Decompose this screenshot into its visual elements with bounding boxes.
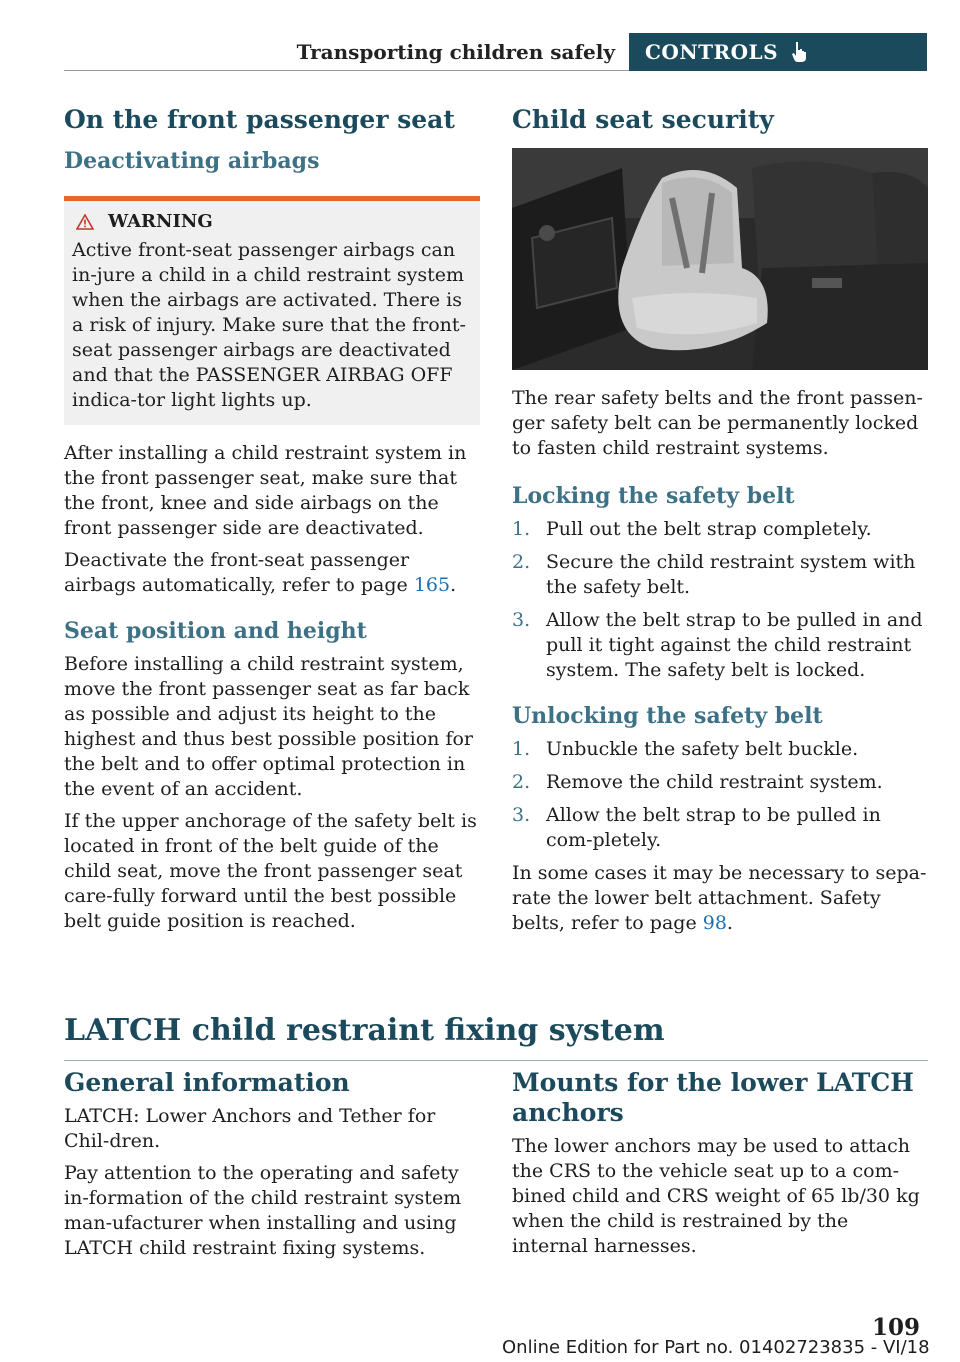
paragraph-rear-belts: The rear safety belts and the front passen-ger safety belt can be permanently locked to fasten child restraint systems. bbox=[512, 387, 923, 459]
subheading-lower-anchors: Mounts for the lower LATCH anchors bbox=[512, 1068, 914, 1127]
page-number: 109 bbox=[872, 1314, 921, 1341]
step-text: Allow the belt strap to be pulled in and pull it tight against the child restraint system. The safety belt is locked. bbox=[546, 609, 923, 681]
page-link-165[interactable]: 165 bbox=[413, 574, 451, 596]
paragraph-lower-anchors: The lower anchors may be used to attach the CRS to the vehicle seat up to a com-bined child and CRS weight of 65 lb/30 kg when the child is restrained by the internal harnesses. bbox=[512, 1135, 920, 1257]
paragraph-upper-anchorage: If the upper anchorage of the safety belt is located in front of the belt guide of the child seat, move the front passenger seat care-fully forward until the best possible belt guide position is reached. bbox=[64, 810, 477, 932]
text: Deactivate the front-seat passenger airbags automatically, refer to page bbox=[64, 549, 414, 596]
warning-text: Active front-seat passenger airbags can in-jure a child in a child restraint system when the airbags are activated. There is a risk of injury. Make sure that the front-seat passenger airbags are deactivated and that the PASSENGER AIRBAG OFF indica-tor light lights up. bbox=[72, 239, 466, 411]
subheading-unlocking: Unlocking the safety belt bbox=[512, 703, 823, 729]
step-text: Allow the belt strap to be pulled in com-pletely. bbox=[546, 804, 881, 851]
page-link-98[interactable]: 98 bbox=[702, 912, 727, 934]
list-item bbox=[512, 550, 928, 600]
step-text: Pull out the belt strap completely. bbox=[546, 518, 872, 540]
step-text: Remove the child restraint system. bbox=[546, 771, 883, 793]
paragraph-after-installing: After installing a child restraint system in the front passenger seat, make sure that the front, knee and side airbags on the front passenger side are deactivated. bbox=[64, 442, 467, 539]
warning-box bbox=[64, 196, 480, 425]
locking-steps-list bbox=[512, 517, 928, 683]
right-column bbox=[512, 105, 928, 943]
paragraph-latch-instructions: Pay attention to the operating and safety in-formation of the child restraint system man-ufacturer when installing and using LATCH child restraint fixing systems. bbox=[64, 1162, 462, 1259]
paragraph-separate-belt bbox=[512, 861, 928, 936]
section-title: Transporting children safely bbox=[296, 39, 615, 64]
text: . bbox=[450, 574, 457, 596]
list-item bbox=[512, 608, 928, 683]
left-column bbox=[64, 105, 480, 941]
subheading-deactivating-airbags: Deactivating airbags bbox=[64, 148, 320, 174]
list-item bbox=[512, 770, 928, 795]
text: In some cases it may be necessary to sepa-rate the lower belt attachment. Safety belts, refer to page bbox=[512, 862, 927, 934]
section-heading-child-seat-security: Child seat security bbox=[512, 105, 774, 134]
step-number: 1. bbox=[512, 738, 531, 760]
section-heading-latch: LATCH child restraint fixing system bbox=[64, 1013, 928, 1061]
child-seat-photo bbox=[512, 148, 928, 370]
step-text: Unbuckle the safety belt buckle. bbox=[546, 738, 859, 760]
unlocking-steps-list bbox=[512, 737, 928, 853]
running-header-section bbox=[64, 33, 629, 71]
list-item bbox=[512, 803, 928, 853]
step-number: 2. bbox=[512, 551, 531, 573]
warning-triangle-icon bbox=[76, 214, 94, 230]
section-heading-front-seat: On the front passenger seat bbox=[64, 105, 455, 134]
paragraph-deactivate-ref bbox=[64, 548, 480, 598]
hand-pointer-icon bbox=[790, 41, 808, 63]
step-number: 2. bbox=[512, 771, 531, 793]
step-number: 3. bbox=[512, 609, 531, 631]
step-text: Secure the child restraint system with the safety belt. bbox=[546, 551, 916, 598]
text: . bbox=[726, 912, 733, 934]
paragraph-seat-position: Before installing a child restraint system, move the front passenger seat as far back as possible and adjust its height to the highest and thus best possible position for the belt and to offer optimal protection in the event of an accident. bbox=[64, 653, 473, 800]
warning-title: WARNING bbox=[108, 211, 213, 232]
latch-left-column bbox=[64, 1068, 480, 1268]
step-number: 3. bbox=[512, 804, 531, 826]
subheading-seat-position: Seat position and height bbox=[64, 618, 367, 644]
latch-right-column bbox=[512, 1068, 928, 1266]
warning-header bbox=[76, 211, 472, 232]
paragraph-latch-definition: LATCH: Lower Anchors and Tether for Chil-dren. bbox=[64, 1105, 436, 1152]
chapter-title: CONTROLS bbox=[645, 40, 779, 64]
edition-footer: Online Edition for Part no. 01402723835 - VI/18 bbox=[502, 1337, 930, 1358]
subheading-locking: Locking the safety belt bbox=[512, 483, 795, 509]
running-header-chapter bbox=[629, 33, 927, 71]
list-item bbox=[512, 517, 928, 542]
list-item bbox=[512, 737, 928, 762]
step-number: 1. bbox=[512, 518, 531, 540]
subheading-general-information: General information bbox=[64, 1068, 350, 1097]
